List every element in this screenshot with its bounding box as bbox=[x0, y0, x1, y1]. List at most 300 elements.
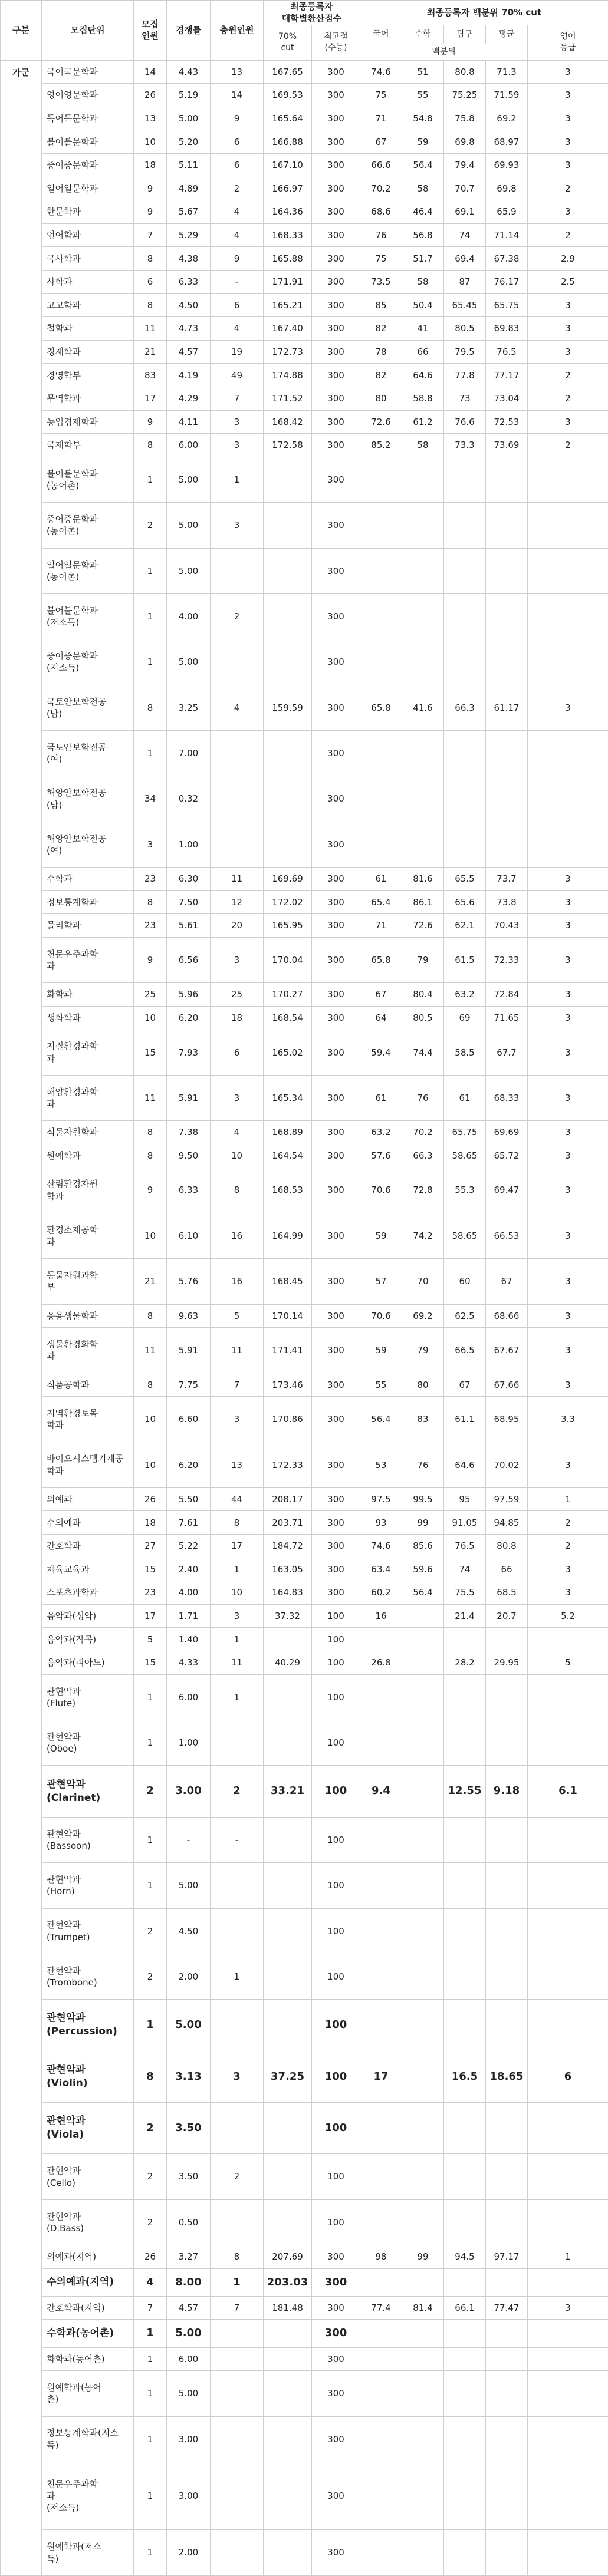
pct-math bbox=[402, 1651, 444, 1675]
table-row bbox=[1, 1397, 608, 1442]
pct-average: 77.17 bbox=[486, 364, 528, 387]
pct-explore bbox=[444, 1954, 486, 1999]
extra-count: 3 bbox=[211, 1075, 264, 1120]
table-row bbox=[1, 937, 608, 982]
competition-rate: 5.19 bbox=[167, 84, 211, 107]
pct-average: 72.84 bbox=[486, 983, 528, 1007]
pct-math bbox=[402, 593, 444, 639]
pct-explore bbox=[444, 1674, 486, 1720]
pct-math bbox=[402, 1604, 444, 1628]
score-max: 300 bbox=[312, 1558, 360, 1581]
competition-rate: 5.00 bbox=[167, 2371, 211, 2416]
english-grade: 3 bbox=[528, 1328, 608, 1373]
unit-name: 중어중문학과 (저소득) bbox=[42, 639, 134, 685]
table-row bbox=[1, 1030, 608, 1075]
table-row bbox=[1, 2268, 608, 2296]
pct-korean: 67 bbox=[360, 983, 402, 1007]
extra-count: 9 bbox=[211, 247, 264, 271]
competition-rate: 6.56 bbox=[167, 937, 211, 982]
table-row bbox=[1, 293, 608, 317]
pct-explore: 62.5 bbox=[444, 1304, 486, 1328]
pct-average: 71.59 bbox=[486, 84, 528, 107]
pct-math: 64.6 bbox=[402, 364, 444, 387]
competition-rate: 2.40 bbox=[167, 1558, 211, 1581]
pct-explore bbox=[444, 457, 486, 502]
header-final-score: 최종등록자 대학별환산점수 bbox=[264, 1, 360, 25]
pct-average bbox=[486, 2462, 528, 2529]
table-row bbox=[1, 2320, 608, 2347]
score-cut bbox=[264, 822, 312, 867]
table-row bbox=[1, 364, 608, 387]
english-grade: 1 bbox=[528, 1487, 608, 1511]
pct-average bbox=[486, 1628, 528, 1651]
extra-count: - bbox=[211, 1817, 264, 1862]
header-explore: 탐구 bbox=[444, 25, 486, 44]
score-max: 100 bbox=[312, 2154, 360, 2199]
score-cut bbox=[264, 1720, 312, 1766]
pct-average: 69.47 bbox=[486, 1167, 528, 1213]
extra-count bbox=[211, 2462, 264, 2529]
competition-rate: 6.20 bbox=[167, 1006, 211, 1030]
score-cut: 172.33 bbox=[264, 1442, 312, 1487]
table-row bbox=[1, 2102, 608, 2153]
table-row bbox=[1, 1604, 608, 1628]
quota: 26 bbox=[134, 1487, 167, 1511]
pct-korean: 67 bbox=[360, 130, 402, 154]
pct-math: 58 bbox=[402, 434, 444, 457]
header-math: 수학 bbox=[402, 25, 444, 44]
score-cut: 172.58 bbox=[264, 434, 312, 457]
competition-rate: 9.63 bbox=[167, 1304, 211, 1328]
pct-explore: 65.5 bbox=[444, 868, 486, 891]
pct-explore bbox=[444, 2199, 486, 2245]
competition-rate: 3.27 bbox=[167, 2245, 211, 2269]
competition-rate: 7.50 bbox=[167, 890, 211, 914]
english-grade: 2.9 bbox=[528, 247, 608, 271]
pct-average: 71.3 bbox=[486, 60, 528, 84]
score-cut: 168.89 bbox=[264, 1121, 312, 1144]
quota: 1 bbox=[134, 2000, 167, 2051]
unit-name: 불어불문학과 (저소득) bbox=[42, 593, 134, 639]
score-max: 100 bbox=[312, 2199, 360, 2245]
quota: 18 bbox=[134, 153, 167, 177]
score-max: 100 bbox=[312, 1817, 360, 1862]
quota: 8 bbox=[134, 1121, 167, 1144]
unit-name: 응용생물학과 bbox=[42, 1304, 134, 1328]
score-max: 300 bbox=[312, 983, 360, 1007]
extra-count: 6 bbox=[211, 293, 264, 317]
unit-name: 수학과(농어촌) bbox=[42, 2320, 134, 2347]
pct-math: 74.2 bbox=[402, 1213, 444, 1258]
score-max: 100 bbox=[312, 1908, 360, 1954]
pct-korean: 85.2 bbox=[360, 434, 402, 457]
pct-korean bbox=[360, 457, 402, 502]
pct-math: 81.6 bbox=[402, 868, 444, 891]
pct-explore: 80.5 bbox=[444, 317, 486, 341]
pct-math bbox=[402, 2051, 444, 2102]
pct-korean: 61 bbox=[360, 868, 402, 891]
extra-count: 1 bbox=[211, 457, 264, 502]
score-cut bbox=[264, 1817, 312, 1862]
extra-count: 4 bbox=[211, 685, 264, 730]
score-cut: 37.25 bbox=[264, 2051, 312, 2102]
table-row bbox=[1, 868, 608, 891]
quota: 8 bbox=[134, 247, 167, 271]
pct-korean: 74.6 bbox=[360, 60, 402, 84]
extra-count: 13 bbox=[211, 1442, 264, 1487]
unit-name: 해양환경과학 과 bbox=[42, 1075, 134, 1120]
pct-math bbox=[402, 2000, 444, 2051]
quota: 15 bbox=[134, 1030, 167, 1075]
extra-count: 19 bbox=[211, 340, 264, 364]
pct-math: 99.5 bbox=[402, 1487, 444, 1511]
pct-average: 67.38 bbox=[486, 247, 528, 271]
competition-rate: 6.00 bbox=[167, 1674, 211, 1720]
pct-average bbox=[486, 2371, 528, 2416]
english-grade bbox=[528, 2154, 608, 2199]
extra-count: 2 bbox=[211, 2154, 264, 2199]
english-grade bbox=[528, 593, 608, 639]
pct-math bbox=[402, 2199, 444, 2245]
pct-explore: 79.5 bbox=[444, 340, 486, 364]
table-row bbox=[1, 822, 608, 867]
pct-korean: 73.5 bbox=[360, 270, 402, 293]
english-grade bbox=[528, 2371, 608, 2416]
pct-korean bbox=[360, 2268, 402, 2296]
score-max: 300 bbox=[312, 685, 360, 730]
table-row bbox=[1, 1144, 608, 1167]
competition-rate: 4.33 bbox=[167, 1651, 211, 1675]
quota: 21 bbox=[134, 1259, 167, 1304]
score-cut bbox=[264, 457, 312, 502]
score-max: 300 bbox=[312, 731, 360, 776]
score-cut bbox=[264, 2347, 312, 2371]
competition-rate: 5.00 bbox=[167, 107, 211, 130]
unit-name: 관현악과 (D.Bass) bbox=[42, 2199, 134, 2245]
pct-average: 65.75 bbox=[486, 293, 528, 317]
pct-explore: 76.6 bbox=[444, 410, 486, 434]
table-row bbox=[1, 2530, 608, 2576]
pct-average: 73.69 bbox=[486, 434, 528, 457]
quota: 1 bbox=[134, 2347, 167, 2371]
extra-count: 14 bbox=[211, 84, 264, 107]
score-cut: 173.46 bbox=[264, 1373, 312, 1397]
quota: 83 bbox=[134, 364, 167, 387]
english-grade: 2 bbox=[528, 1535, 608, 1558]
pct-korean bbox=[360, 2000, 402, 2051]
table-row bbox=[1, 890, 608, 914]
pct-korean: 78 bbox=[360, 340, 402, 364]
unit-name: 경영학부 bbox=[42, 364, 134, 387]
table-row bbox=[1, 1328, 608, 1373]
extra-count: 12 bbox=[211, 890, 264, 914]
score-cut: 167.10 bbox=[264, 153, 312, 177]
score-cut: 165.88 bbox=[264, 247, 312, 271]
pct-average: 76.5 bbox=[486, 340, 528, 364]
pct-explore bbox=[444, 2102, 486, 2153]
pct-explore bbox=[444, 639, 486, 685]
pct-math bbox=[402, 548, 444, 593]
pct-average: 61.17 bbox=[486, 685, 528, 730]
competition-rate: 5.50 bbox=[167, 1487, 211, 1511]
extra-count: 3 bbox=[211, 1397, 264, 1442]
competition-rate: 4.00 bbox=[167, 1581, 211, 1605]
pct-math bbox=[402, 2462, 444, 2529]
pct-math: 85.6 bbox=[402, 1535, 444, 1558]
pct-explore: 60 bbox=[444, 1259, 486, 1304]
english-grade: 3 bbox=[528, 1121, 608, 1144]
competition-rate: 4.57 bbox=[167, 2296, 211, 2320]
pct-average: 68.95 bbox=[486, 1397, 528, 1442]
english-grade: 3 bbox=[528, 1442, 608, 1487]
pct-math bbox=[402, 2530, 444, 2576]
table-row bbox=[1, 270, 608, 293]
pct-explore: 69.1 bbox=[444, 200, 486, 224]
extra-count: 4 bbox=[211, 1121, 264, 1144]
quota: 9 bbox=[134, 410, 167, 434]
english-grade: 5 bbox=[528, 1651, 608, 1675]
english-grade: 3 bbox=[528, 983, 608, 1007]
pct-math bbox=[402, 2371, 444, 2416]
pct-average: 9.18 bbox=[486, 1766, 528, 1817]
competition-rate: 4.29 bbox=[167, 387, 211, 411]
header-percentile-label: 백분위 bbox=[360, 44, 528, 60]
score-max: 300 bbox=[312, 1075, 360, 1120]
unit-name: 관현악과 (Viola) bbox=[42, 2102, 134, 2153]
english-grade: 3 bbox=[528, 84, 608, 107]
header-score-cut: 70% cut bbox=[264, 25, 312, 60]
english-grade bbox=[528, 2320, 608, 2347]
score-max: 300 bbox=[312, 2320, 360, 2347]
english-grade: 3 bbox=[528, 1030, 608, 1075]
pct-korean: 26.8 bbox=[360, 1651, 402, 1675]
competition-rate: 7.38 bbox=[167, 1121, 211, 1144]
pct-math: 59.6 bbox=[402, 1558, 444, 1581]
competition-rate: 4.11 bbox=[167, 410, 211, 434]
competition-rate: 1.00 bbox=[167, 1720, 211, 1766]
competition-rate: 1.00 bbox=[167, 822, 211, 867]
table-row bbox=[1, 457, 608, 502]
score-cut: 33.21 bbox=[264, 1766, 312, 1817]
quota: 18 bbox=[134, 1511, 167, 1535]
pct-korean: 60.2 bbox=[360, 1581, 402, 1605]
competition-rate: 7.61 bbox=[167, 1511, 211, 1535]
extra-count: 6 bbox=[211, 153, 264, 177]
extra-count: 4 bbox=[211, 317, 264, 341]
quota: 23 bbox=[134, 868, 167, 891]
pct-explore bbox=[444, 2154, 486, 2199]
pct-explore: 69.8 bbox=[444, 130, 486, 154]
table-row bbox=[1, 503, 608, 548]
table-row bbox=[1, 731, 608, 776]
unit-name: 원예학과 bbox=[42, 1144, 134, 1167]
quota: 1 bbox=[134, 2462, 167, 2529]
score-max: 300 bbox=[312, 868, 360, 891]
extra-count bbox=[211, 639, 264, 685]
extra-count: 10 bbox=[211, 1144, 264, 1167]
pct-math bbox=[402, 1908, 444, 1954]
table-row bbox=[1, 247, 608, 271]
unit-name: 농업경제학과 bbox=[42, 410, 134, 434]
extra-count bbox=[211, 1863, 264, 1908]
unit-name: 바이오시스템기계공 학과 bbox=[42, 1442, 134, 1487]
score-cut bbox=[264, 2416, 312, 2462]
table-row bbox=[1, 200, 608, 224]
pct-math bbox=[402, 1628, 444, 1651]
competition-rate: 7.93 bbox=[167, 1030, 211, 1075]
pct-average: 69.69 bbox=[486, 1121, 528, 1144]
score-cut: 170.04 bbox=[264, 937, 312, 982]
score-max: 100 bbox=[312, 2000, 360, 2051]
pct-korean bbox=[360, 822, 402, 867]
score-max: 300 bbox=[312, 84, 360, 107]
score-cut: 165.95 bbox=[264, 914, 312, 938]
score-max: 300 bbox=[312, 890, 360, 914]
unit-name: 국토안보학전공 (여) bbox=[42, 731, 134, 776]
unit-name: 정보통계학과(저소 득) bbox=[42, 2416, 134, 2462]
english-grade bbox=[528, 457, 608, 502]
pct-math bbox=[402, 1720, 444, 1766]
table-row bbox=[1, 1304, 608, 1328]
score-max: 300 bbox=[312, 410, 360, 434]
pct-average bbox=[486, 1863, 528, 1908]
pct-explore: 65.45 bbox=[444, 293, 486, 317]
score-max: 300 bbox=[312, 1511, 360, 1535]
pct-math bbox=[402, 2154, 444, 2199]
score-max: 300 bbox=[312, 1213, 360, 1258]
pct-math: 99 bbox=[402, 1511, 444, 1535]
pct-average: 69.2 bbox=[486, 107, 528, 130]
pct-average bbox=[486, 2320, 528, 2347]
english-grade: 2 bbox=[528, 1511, 608, 1535]
pct-korean: 65.8 bbox=[360, 937, 402, 982]
pct-korean bbox=[360, 1817, 402, 1862]
header-english: 영어 등급 bbox=[528, 25, 608, 60]
quota: 11 bbox=[134, 1075, 167, 1120]
score-cut bbox=[264, 776, 312, 822]
pct-explore bbox=[444, 548, 486, 593]
score-max: 300 bbox=[312, 1304, 360, 1328]
unit-name: 산림환경자원 학과 bbox=[42, 1167, 134, 1213]
pct-average: 68.33 bbox=[486, 1075, 528, 1120]
pct-explore bbox=[444, 2320, 486, 2347]
score-cut: 165.21 bbox=[264, 293, 312, 317]
unit-name: 간호학과(지역) bbox=[42, 2296, 134, 2320]
score-max: 300 bbox=[312, 1006, 360, 1030]
header-score-max: 최고점 (수능) bbox=[312, 25, 360, 60]
pct-math: 72.6 bbox=[402, 914, 444, 938]
pct-average bbox=[486, 2416, 528, 2462]
pct-explore: 66.3 bbox=[444, 685, 486, 730]
pct-average bbox=[486, 2102, 528, 2153]
competition-rate: 3.25 bbox=[167, 685, 211, 730]
table-row bbox=[1, 1167, 608, 1213]
quota: 15 bbox=[134, 1651, 167, 1675]
unit-name: 관현악과 (Flute) bbox=[42, 1674, 134, 1720]
pct-explore: 74 bbox=[444, 1558, 486, 1581]
table-row bbox=[1, 1511, 608, 1535]
unit-name: 경제학과 bbox=[42, 340, 134, 364]
pct-math bbox=[402, 1863, 444, 1908]
unit-name: 수의예과(지역) bbox=[42, 2268, 134, 2296]
competition-rate: 4.73 bbox=[167, 317, 211, 341]
english-grade bbox=[528, 2268, 608, 2296]
competition-rate: 0.32 bbox=[167, 776, 211, 822]
competition-rate: 4.50 bbox=[167, 1908, 211, 1954]
quota: 8 bbox=[134, 434, 167, 457]
competition-rate: 5.76 bbox=[167, 1259, 211, 1304]
quota: 10 bbox=[134, 1397, 167, 1442]
pct-math: 54.8 bbox=[402, 107, 444, 130]
score-cut: 172.02 bbox=[264, 890, 312, 914]
table-row bbox=[1, 2245, 608, 2269]
quota: 9 bbox=[134, 937, 167, 982]
english-grade: 3 bbox=[528, 1167, 608, 1213]
pct-explore bbox=[444, 822, 486, 867]
pct-korean: 70.6 bbox=[360, 1304, 402, 1328]
competition-rate: 5.00 bbox=[167, 457, 211, 502]
pct-explore: 66.5 bbox=[444, 1328, 486, 1373]
table-row bbox=[1, 1766, 608, 1817]
score-cut: 170.14 bbox=[264, 1304, 312, 1328]
table-row bbox=[1, 548, 608, 593]
extra-count: 11 bbox=[211, 1328, 264, 1373]
pct-korean: 63.2 bbox=[360, 1121, 402, 1144]
pct-average: 71.65 bbox=[486, 1006, 528, 1030]
extra-count: 8 bbox=[211, 1167, 264, 1213]
competition-rate: 9.50 bbox=[167, 1144, 211, 1167]
score-cut bbox=[264, 1863, 312, 1908]
score-cut: 207.69 bbox=[264, 2245, 312, 2269]
score-max: 300 bbox=[312, 2296, 360, 2320]
score-cut bbox=[264, 2462, 312, 2529]
pct-explore: 75.8 bbox=[444, 107, 486, 130]
pct-korean: 64 bbox=[360, 1006, 402, 1030]
pct-explore: 62.1 bbox=[444, 914, 486, 938]
pct-korean: 72.6 bbox=[360, 410, 402, 434]
quota: 17 bbox=[134, 1604, 167, 1628]
score-max: 300 bbox=[312, 1487, 360, 1511]
pct-average bbox=[486, 776, 528, 822]
extra-count: 7 bbox=[211, 2296, 264, 2320]
pct-korean: 59 bbox=[360, 1328, 402, 1373]
extra-count: 11 bbox=[211, 868, 264, 891]
score-cut bbox=[264, 2530, 312, 2576]
extra-count bbox=[211, 2102, 264, 2153]
pct-average bbox=[486, 593, 528, 639]
unit-name: 관현악과 (Trumpet) bbox=[42, 1908, 134, 1954]
quota: 1 bbox=[134, 1720, 167, 1766]
header-quota: 모집 인원 bbox=[134, 1, 167, 61]
unit-name: 정보통계학과 bbox=[42, 890, 134, 914]
score-max: 300 bbox=[312, 60, 360, 84]
unit-name: 관현악과 (Trombone) bbox=[42, 1954, 134, 1999]
pct-average: 67.66 bbox=[486, 1373, 528, 1397]
unit-name: 고고학과 bbox=[42, 293, 134, 317]
pct-math: 70.2 bbox=[402, 1121, 444, 1144]
quota: 1 bbox=[134, 2371, 167, 2416]
pct-math: 80.4 bbox=[402, 983, 444, 1007]
english-grade: 3 bbox=[528, 1373, 608, 1397]
english-grade bbox=[528, 1908, 608, 1954]
header-group: 구분 bbox=[1, 1, 42, 61]
competition-rate: 6.30 bbox=[167, 868, 211, 891]
extra-count: 25 bbox=[211, 983, 264, 1007]
pct-explore: 61.1 bbox=[444, 1397, 486, 1442]
pct-korean: 68.6 bbox=[360, 200, 402, 224]
quota: 1 bbox=[134, 548, 167, 593]
table-row bbox=[1, 1121, 608, 1144]
